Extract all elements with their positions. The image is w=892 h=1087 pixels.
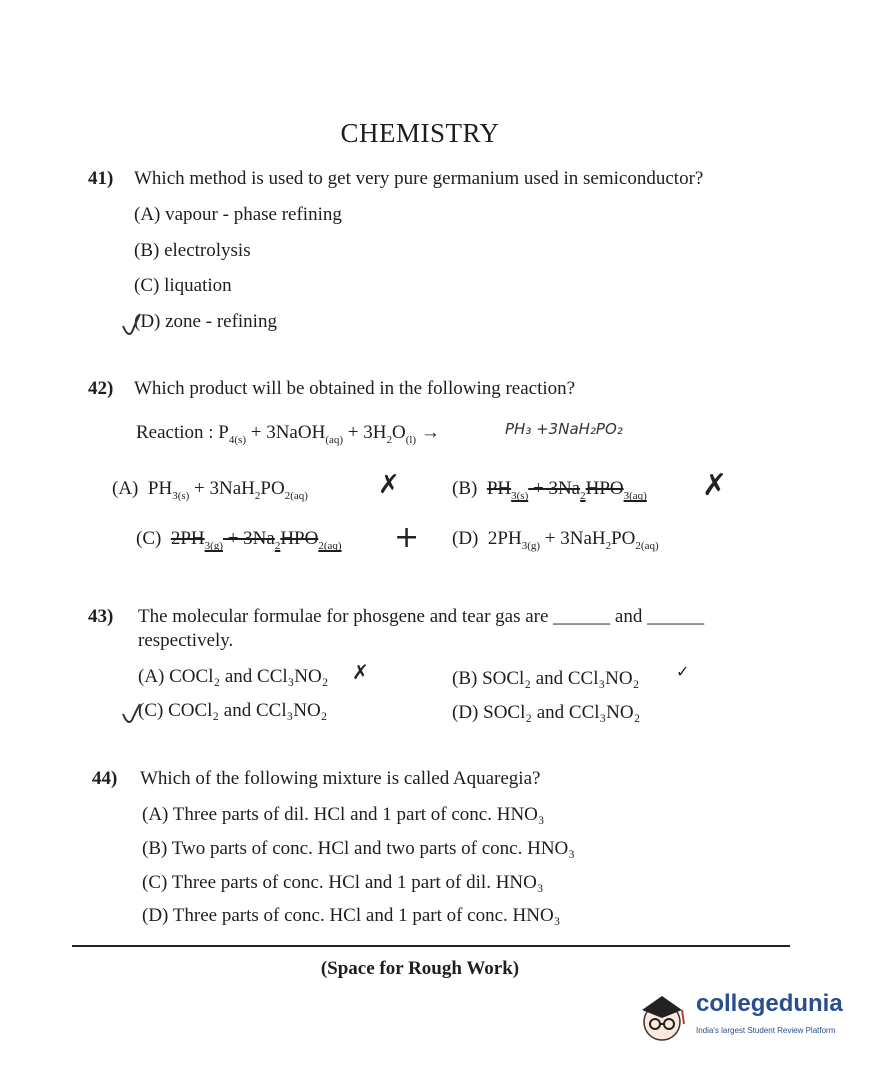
question-42-option-b: (B) $PH_{3(s)} + 3Na_2HPO_{3(aq)}$ (452, 478, 647, 502)
question-43-text-continued: respectively. (138, 630, 234, 651)
question-44-option-c: (C) Three parts of conc. HCl and 1 part of dil. HNO₃ (142, 872, 544, 893)
question-42-reaction: Reaction : $P_{4(s)}$ + 3NaOH$_{(aq)}$ + $3H_2O_{(l)}$ → (136, 422, 440, 446)
question-44-option-a: (A) Three parts of dil. HCl and 1 part of conc. HNO₃ (142, 804, 545, 825)
cross-mark-icon: ✗ (378, 470, 400, 500)
question-43-option-b: (B) SOCl₂ and CCl₃NO₂ (452, 668, 640, 689)
divider-line (72, 945, 790, 947)
question-41-option-b: (B) electrolysis (134, 240, 251, 261)
question-41-option-c: (C) liquation (134, 275, 232, 296)
handwritten-answer-note: PH₃ +3NaH₂PO₂ (505, 420, 623, 438)
question-44-number: 44) (92, 768, 118, 789)
question-41-text: Which method is used to get very pure germanium used in semiconductor? (134, 168, 704, 189)
plus-mark-icon: + (394, 520, 420, 555)
question-43-option-d: (D) SOCl₂ and CCl₃NO₂ (452, 702, 641, 723)
question-42-option-a: (A) $PH_{3(s)} + 3NaH_2PO_{2(aq)}$ (112, 478, 308, 502)
question-43-option-c: (C) COCl₂ and CCl₃NO₂ (138, 700, 328, 721)
question-44-text: Which of the following mixture is called Aquaregia? (140, 768, 541, 789)
answer-tick-mark-icon (120, 310, 142, 340)
rough-work-label: (Space for Rough Work) (320, 958, 520, 979)
page-title: CHEMISTRY (340, 118, 500, 148)
question-41-option-d: (D) zone - refining (134, 311, 277, 332)
question-43-text: The molecular formulae for phosgene and tear gas are ______ and ______ (138, 606, 705, 627)
answer-tick-mark-icon (120, 702, 142, 728)
tick-mark-icon: ✓ (676, 662, 690, 681)
cross-mark-icon: ✗ (352, 660, 369, 684)
question-43-number: 43) (88, 606, 114, 627)
question-44-option-d: (D) Three parts of conc. HCl and 1 part of conc. HNO₃ (142, 905, 561, 926)
question-44-option-b: (B) Two parts of conc. HCl and two parts of conc. HNO₃ (142, 838, 575, 859)
logo-tagline: India's largest Student Review Platform (696, 1026, 836, 1035)
collegedunia-logo (632, 988, 872, 1048)
question-41-number: 41) (88, 168, 114, 189)
logo-mascot-icon (632, 988, 692, 1048)
question-43-option-a: (A) COCl₂ and CCl₃NO₂ (138, 666, 329, 687)
question-42-number: 42) (88, 378, 114, 399)
logo-wordmark: collegedunia (696, 990, 843, 1017)
question-42-option-c: (C) $2PH_{3(g)} + 3Na_2HPO_{2(aq)}$ (136, 528, 342, 552)
question-42-option-d: (D) $2PH_{3(g)} + 3NaH_2PO_{2(aq)}$ (452, 528, 659, 552)
question-41-option-a: (A) vapour - phase refining (134, 204, 342, 225)
cross-mark-icon: ✗ (702, 468, 728, 503)
question-42-text: Which product will be obtained in the following reaction? (134, 378, 576, 399)
